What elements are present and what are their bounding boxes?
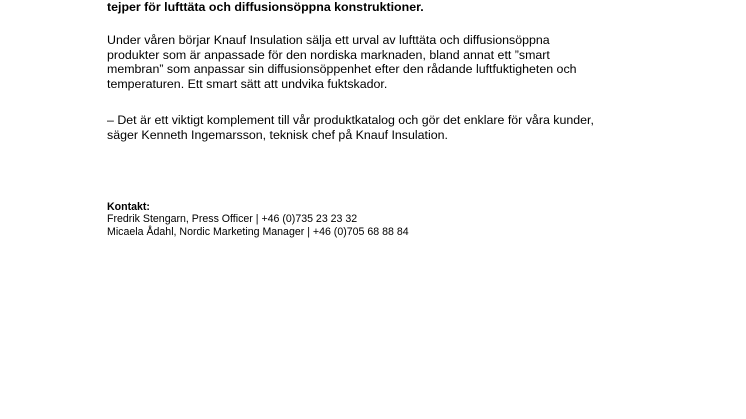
contact-block xyxy=(107,201,409,238)
contact-person-fredrik: Fredrik Stengarn, Press Officer | +46 (0)735 23 23 32 xyxy=(107,213,358,226)
paragraph-line: produkter som är anpassade för den nordiska marknaden, bland annat ett ”smart xyxy=(107,47,550,62)
paragraph-line: Under våren börjar Knauf Insulation sälja ett urval av lufttäta och diffusionsöppna xyxy=(107,33,550,47)
intro-bold-text xyxy=(107,0,667,15)
intro-line: tejper för lufttäta och diffusionsöppna konstruktioner. xyxy=(107,0,424,14)
paragraph-line: säger Kenneth Ingemarsson, teknisk chef på Knauf Insulation. xyxy=(107,127,448,142)
paragraph-line: membran” som anpassar sin diffusionsöppenhet efter den rådande luftfuktigheten och xyxy=(107,62,577,77)
contact-person-micaela: Micaela Ådahl, Nordic Marketing Manager | +46 (0)705 68 88 84 xyxy=(107,225,409,238)
paragraph-line: temperaturen. Ett smart sätt att undvika fuktskador. xyxy=(107,76,388,91)
contact-heading: Kontakt: xyxy=(107,201,150,213)
paragraph-product-launch xyxy=(107,33,667,91)
paragraph-quote xyxy=(107,113,667,142)
paragraph-line: – Det är ett viktigt komplement till vår produktkatalog och gör det enklare för våra kunder, xyxy=(107,113,594,127)
